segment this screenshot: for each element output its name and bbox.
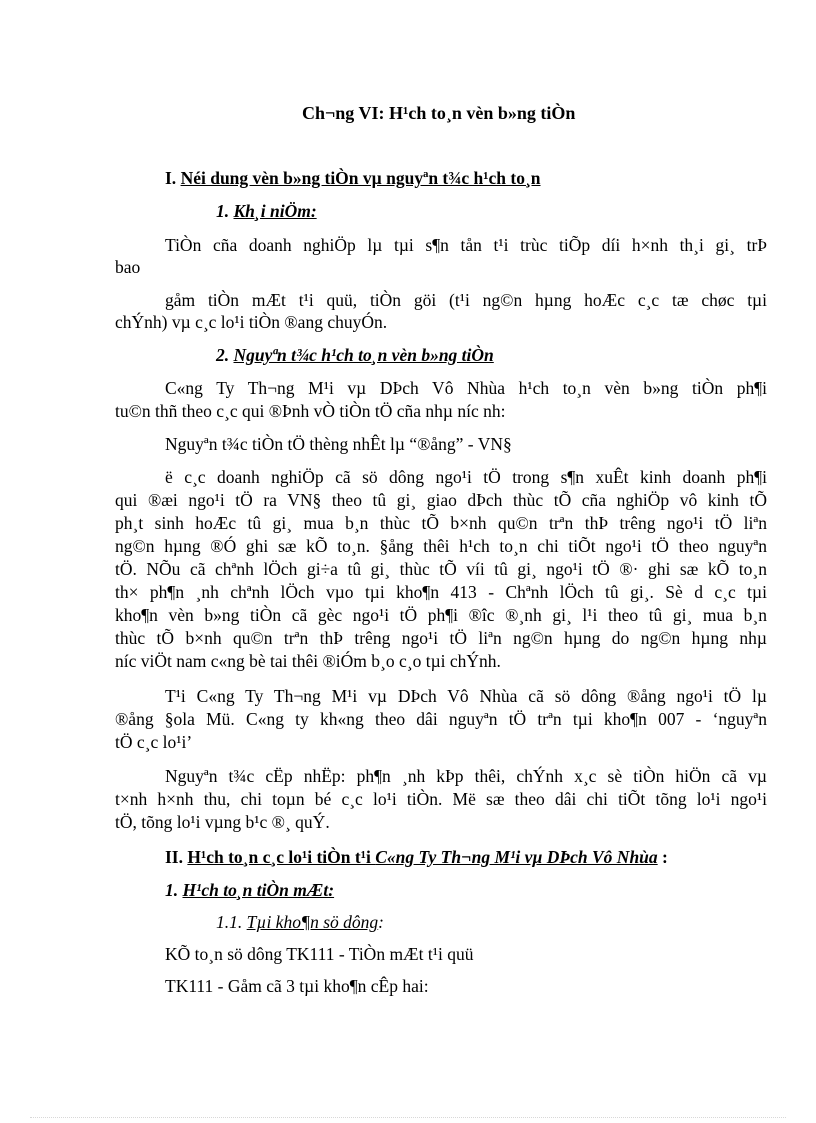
subsection-2-1-title: H¹ch to¸n tiÒn mÆt: [182, 880, 335, 900]
paragraph-line: Nguyªn t¾c tiÒn tÖ thèng nhÊt lµ “®ång” - VN§ [165, 434, 512, 454]
section-1-title: Néi dung vèn b»ng tiÒn vµ nguyªn t¾c h¹ch to¸n [180, 168, 541, 188]
paragraph-line: ph¸t sinh hoÆc tû gi¸ mua b¸n thùc tÕ b×nh qu©n trªn thÞ trêng ngo¹i tÖ liªn [115, 513, 767, 533]
section-2-colon: : [657, 847, 668, 867]
section-2-heading [165, 846, 668, 868]
paragraph-line: t×nh h×nh thu, chi toµn bé c¸c lo¹i tiÒn. Më sæ theo dâi chi tiÕt tõng lo¹i ngo¹i [115, 789, 767, 809]
item-colon: : [378, 912, 384, 932]
section-2-title-part: H¹ch to¸n c¸c lo¹i tiÒn t¹i [187, 847, 376, 867]
paragraph-line: T¹i C«ng Ty Th¬ng M¹i vµ DÞch Vô Nhùa cã sö dông ®ång ngo¹i tÖ lµ [165, 686, 767, 706]
paragraph-line: TiÒn cña doanh nghiÖp lµ tµi s¶n tån t¹i trùc tiÕp díi h×nh th¸i gi¸ trÞ [165, 235, 767, 255]
paragraph-line: tÖ, tõng lo¹i vµng b¹c ®¸ quÝ. [115, 812, 330, 832]
paragraph-line: C«ng Ty Th¬ng M¹i vµ DÞch Vô Nhùa h¹ch to¸n vèn b»ng tiÒn ph¶i [165, 378, 767, 398]
paragraph-line: TK111 - Gåm cã 3 tµi kho¶n cÊp hai: [165, 976, 429, 996]
paragraph-line: ®ång §ola Mü. C«ng ty kh«ng theo dâi nguyªn tÖ trªn tµi kho¶n 007 - ‘nguyªn [115, 709, 767, 729]
subsection-2-1-number: 1. [165, 880, 183, 900]
subsection-1-2-number: 2. [216, 345, 234, 365]
paragraph-line: ë c¸c doanh nghiÖp cã sö dông ngo¹i tÖ trong s¶n xuÊt kinh doanh ph¶i [165, 467, 767, 487]
section-2-number: II. [165, 847, 188, 867]
paragraph-line: KÕ to¸n sö dông TK111 - TiÒn mÆt t¹i quü [165, 944, 474, 964]
section-2-title [187, 847, 657, 867]
paragraph-line: chÝnh) vµ c¸c lo¹i tiÒn ®ang chuyÓn. [115, 312, 388, 332]
item-number: 1.1. [216, 912, 247, 932]
subsection-1-1-heading [216, 200, 317, 222]
paragraph-line: gåm tiÒn mÆt t¹i quü, tiÒn göi (t¹i ng©n hµng hoÆc c¸c tæ chøc tµi [165, 290, 767, 310]
company-name: C«ng Ty Th¬ng M¹i vµ DÞch Vô Nhùa [375, 847, 658, 867]
subsection-1-2-heading [216, 344, 494, 366]
chapter-title: Ch¬ng VI: H¹ch to¸n vèn b»ng tiÒn [302, 103, 576, 123]
paragraph-line: th× ph¶n ¸nh chªnh lÖch vµo tµi kho¶n 413 - Chªnh lÖch tû gi¸. Sè d c¸c tµi [115, 582, 767, 602]
subsection-2-1-heading [165, 879, 334, 901]
subsection-1-1-item [216, 911, 384, 933]
subsection-1-1-title: Kh¸i niÖm: [233, 201, 317, 221]
paragraph-line: thùc tÕ b×nh qu©n trªn thÞ trêng ngo¹i tÖ liªn ng©n hµng do ng©n hµng nhµ [115, 628, 767, 648]
paragraph-line: kho¶n vèn b»ng tiÒn cã gèc ngo¹i tÖ ph¶i ®îc ®¸nh gi¸ l¹i theo tû gi¸ mua b¸n [115, 605, 767, 625]
paragraph-line: tÖ. NÕu cã chªnh lÖch gi÷a tû gi¸ thùc tÕ víi tû gi¸ ngo¹i tÖ ®· ghi sæ kÕ to¸n [115, 559, 767, 579]
paragraph-line: tu©n thñ theo c¸c qui ®Þnh vÒ tiÒn tÖ cña nhµ níc nh: [115, 401, 506, 421]
paragraph-line: níc viÖt nam c«ng bè tai thêi ®iÓm b¸o c¸o tµi chÝnh. [115, 651, 501, 671]
paragraph-line: ng©n hµng ®Ó ghi sæ kÕ to¸n. §ång thêi h¹ch to¸n chi tiÕt ngo¹i tÖ theo nguyªn [115, 536, 767, 556]
paragraph-line: Nguyªn t¾c cËp nhËp: ph¶n ¸nh kÞp thêi, chÝnh x¸c sè tiÒn hiÖn cã vµ [165, 766, 767, 786]
page-bottom-border [30, 1117, 786, 1118]
paragraph-line: bao [115, 257, 141, 277]
subsection-1-1-number: 1. [216, 201, 234, 221]
section-1-heading [165, 167, 541, 189]
item-title: Tµi kho¶n sö dông [246, 912, 379, 932]
paragraph-line: tÖ c¸c lo¹i’ [115, 732, 193, 752]
paragraph-line: qui ®æi ngo¹i tÖ ra VN§ theo tû gi¸ giao dÞch thùc tÕ cña nghiÖp vô kinh tÕ [115, 490, 767, 510]
subsection-1-2-title: Nguyªn t¾c h¹ch to¸n vèn b»ng tiÒn [233, 345, 494, 365]
section-1-number: I. [165, 168, 181, 188]
